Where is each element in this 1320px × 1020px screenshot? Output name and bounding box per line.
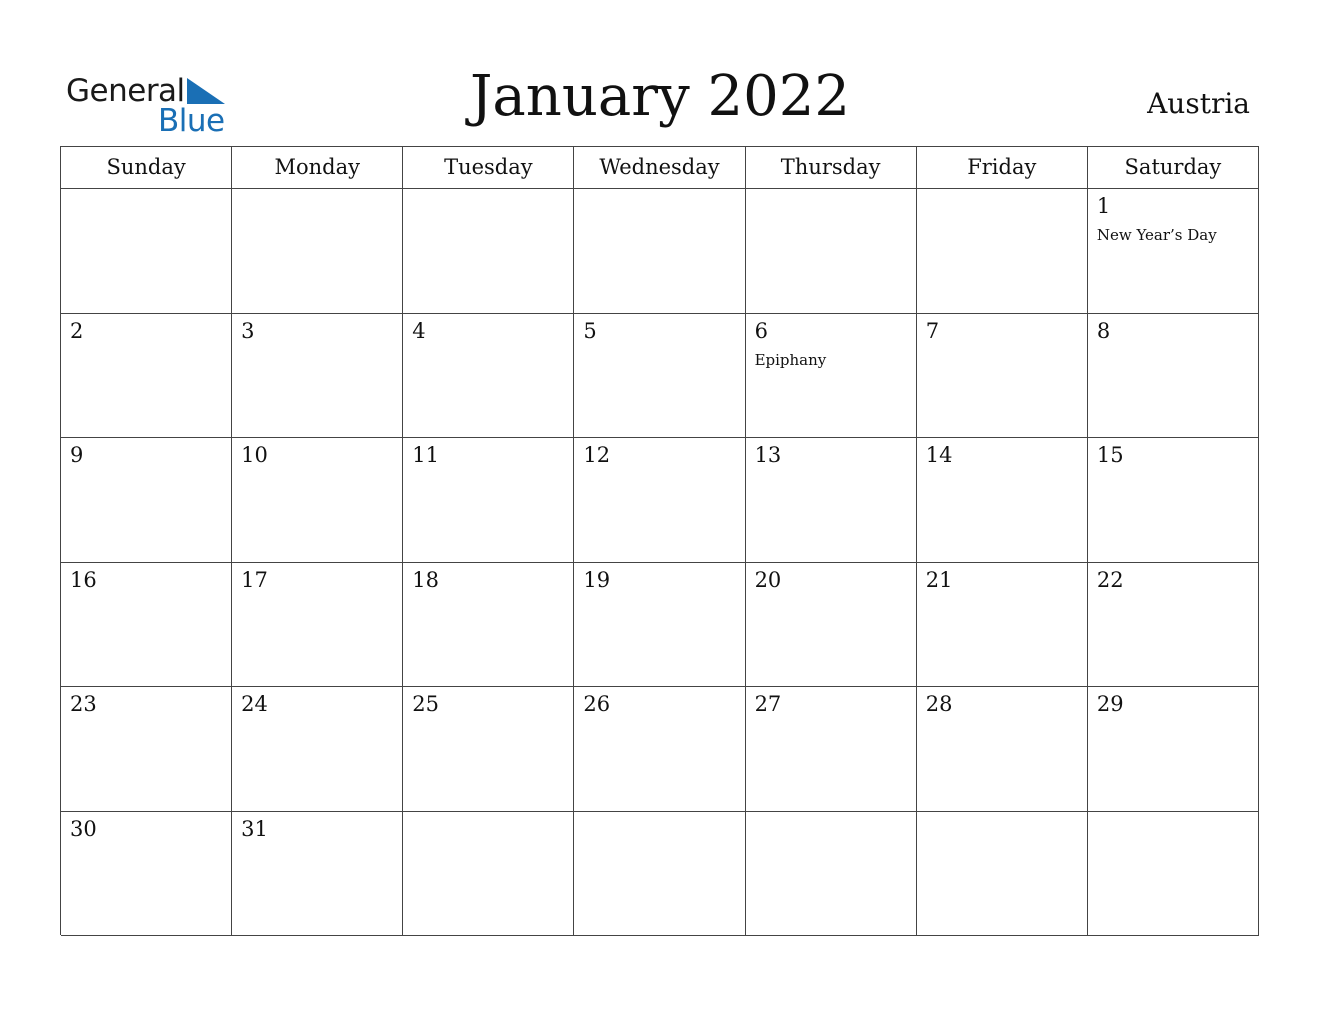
day-cell [917,189,1088,314]
day-cell [1088,812,1259,937]
weekday-header: Friday [917,147,1088,189]
day-number: 9 [70,443,84,467]
logo-text-blue: Blue [158,103,225,139]
holiday-label: Epiphany [754,350,827,369]
day-cell [746,563,917,688]
day-cell [61,314,232,439]
day-number: 2 [70,318,84,343]
day-number: 4 [412,318,426,343]
day-number: 28 [925,692,953,716]
day-cell [574,189,745,314]
day-cell [746,189,917,314]
weekday-header: Wednesday [574,147,745,189]
day-cell [574,314,745,439]
day-cell [232,189,403,314]
day-number: 15 [1096,443,1124,467]
day-number: 22 [1096,567,1124,592]
weekday-header: Sunday [61,147,232,189]
week-row [61,189,1259,314]
day-number: 25 [412,692,440,716]
day-number: 30 [70,816,97,841]
day-cell [917,812,1088,937]
day-cell [1088,438,1259,563]
day-number: 20 [754,567,782,592]
day-cell [232,687,403,812]
weeks-container [61,189,1259,936]
day-cell [1088,687,1259,812]
weekday-header: Monday [232,147,403,189]
day-number: 11 [412,443,440,467]
day-number: 24 [241,692,268,716]
day-number: 29 [1096,692,1124,716]
day-cell [403,438,574,563]
day-number: 17 [241,567,268,592]
day-number: 26 [583,692,611,716]
day-cell [1088,563,1259,688]
day-cell [232,812,403,937]
day-cell [917,438,1088,563]
day-cell [61,563,232,688]
day-cell [1088,189,1259,314]
day-cell [403,314,574,439]
day-cell [1088,314,1259,439]
day-number: 10 [241,443,268,467]
day-cell [746,314,917,439]
day-number: 23 [70,692,97,716]
day-cell [61,687,232,812]
weekday-header: Thursday [746,147,917,189]
day-number: 5 [583,318,597,343]
day-number: 8 [1096,318,1111,343]
day-cell [917,314,1088,439]
day-cell [232,314,403,439]
day-number: 7 [925,318,940,343]
day-cell [746,687,917,812]
day-cell [574,563,745,688]
day-cell [232,563,403,688]
day-cell [61,189,232,314]
holiday-label: New Year’s Day [1096,226,1217,244]
day-number: 21 [925,567,953,592]
day-cell [403,687,574,812]
day-cell [917,687,1088,812]
day-cell [403,189,574,314]
day-cell [403,563,574,688]
day-number: 18 [412,567,440,592]
day-number: 14 [925,443,953,467]
day-number: 19 [583,567,611,592]
day-number: 27 [754,692,782,716]
day-number: 6 [754,318,768,343]
day-number: 31 [241,816,268,841]
day-cell [61,438,232,563]
logo-text-general: General [66,73,185,109]
day-cell [61,812,232,937]
week-row [61,563,1259,688]
day-cell [746,812,917,937]
weekday-header-row [61,147,1259,189]
weekday-header: Tuesday [403,147,574,189]
day-number: 3 [241,318,255,343]
calendar-grid [60,146,1259,935]
calendar-title: January 2022 [469,64,851,129]
day-number: 16 [70,567,97,592]
day-cell [917,563,1088,688]
day-cell [403,812,574,937]
week-row [61,438,1259,563]
week-row [61,314,1259,439]
day-cell [574,438,745,563]
day-cell [746,438,917,563]
week-row [61,812,1259,937]
day-cell [574,687,745,812]
day-cell [574,812,745,937]
week-row [61,687,1259,812]
country-label: Austria [1147,87,1250,120]
day-number: 13 [754,443,782,467]
weekday-header: Saturday [1088,147,1259,189]
day-number: 12 [583,443,611,467]
day-number: 1 [1096,194,1111,218]
day-cell [232,438,403,563]
